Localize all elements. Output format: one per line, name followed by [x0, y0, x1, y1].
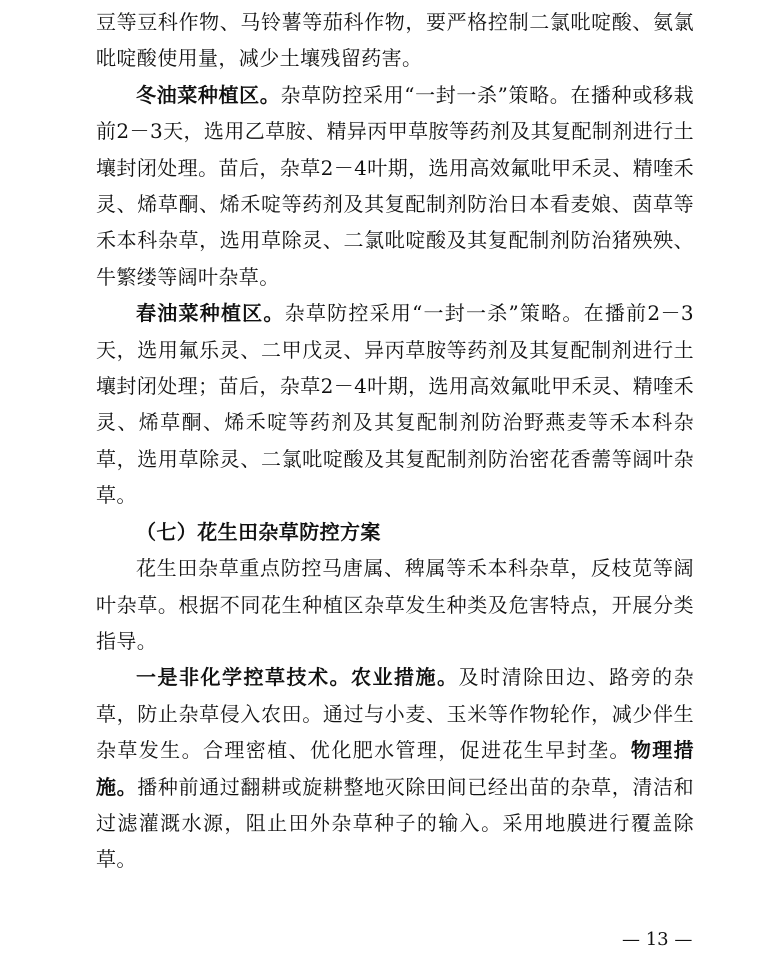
paragraph-text: 及时清除田边、路旁的杂草，防止杂草侵入农田。通过与小麦、玉米等作物轮作，减少伴生杂草发生。合理密植、优化肥水管理，促进花生早封垄。: [96, 665, 694, 763]
paragraph-lead: 一是非化学控草技术。农业措施。: [136, 665, 459, 690]
document-body: [96, 4, 694, 878]
paragraph-spring-rapeseed: [96, 295, 694, 513]
paragraph-lead-physical: 物理措施。: [96, 738, 694, 799]
paragraph-peanut-intro: [96, 550, 694, 659]
paragraph-non-chemical: [96, 659, 694, 877]
paragraph-continuation: [96, 4, 694, 77]
paragraph-winter-rapeseed: [96, 77, 694, 295]
paragraph-text: 花生田杂草重点防控马唐属、稗属等禾本科杂草，反枝苋等阔叶杂草。根据不同花生种植区杂草发生种类及危害特点，开展分类指导。: [96, 556, 694, 653]
paragraph-lead: 春油菜种植区。: [136, 301, 285, 326]
paragraph-text: 豆等豆科作物、马铃薯等茄科作物，要严格控制二氯吡啶酸、氨氯吡啶酸使用量，减少土壤残留药害。: [96, 10, 694, 71]
section-heading: （七）花生田杂草防控方案: [136, 519, 381, 544]
paragraph-text: 杂草防控采用“一封一杀”策略。在播前2－3天，选用氟乐灵、二甲戊灵、异丙草胺等药剂及其复配制剂进行土壤封闭处理；苗后，杂草2－4叶期，选用高效氟吡甲禾灵、精喹禾灵、烯草酮、烯禾啶等药剂及其复配制剂防治野燕麦等禾本科杂草，选用草除灵、二氯吡啶酸及其复配制剂防治密花香薷等阔叶杂草。: [96, 301, 694, 508]
page-number: — 13 —: [622, 929, 693, 950]
paragraph-lead: 冬油菜种植区。: [136, 82, 281, 107]
paragraph-text: 播种前通过翻耕或旋耕整地灭除田间已经出苗的杂草，清洁和过滤灌溉水源，阻止田外杂草种子的输入。采用地膜进行覆盖除草。: [96, 774, 694, 872]
paragraph-text: 杂草防控采用“一封一杀”策略。在播种或移栽前2－3天，选用乙草胺、精异丙甲草胺等药剂及其复配制剂进行土壤封闭处理。苗后，杂草2－4叶期，选用高效氟吡甲禾灵、精喹禾灵、烯草酮、烯禾啶等药剂及其复配制剂防治日本看麦娘、茵草等禾本科杂草，选用草除灵、二氯吡啶酸及其复配制剂防治猪殃殃、牛繁缕等阔叶杂草。: [96, 82, 694, 289]
